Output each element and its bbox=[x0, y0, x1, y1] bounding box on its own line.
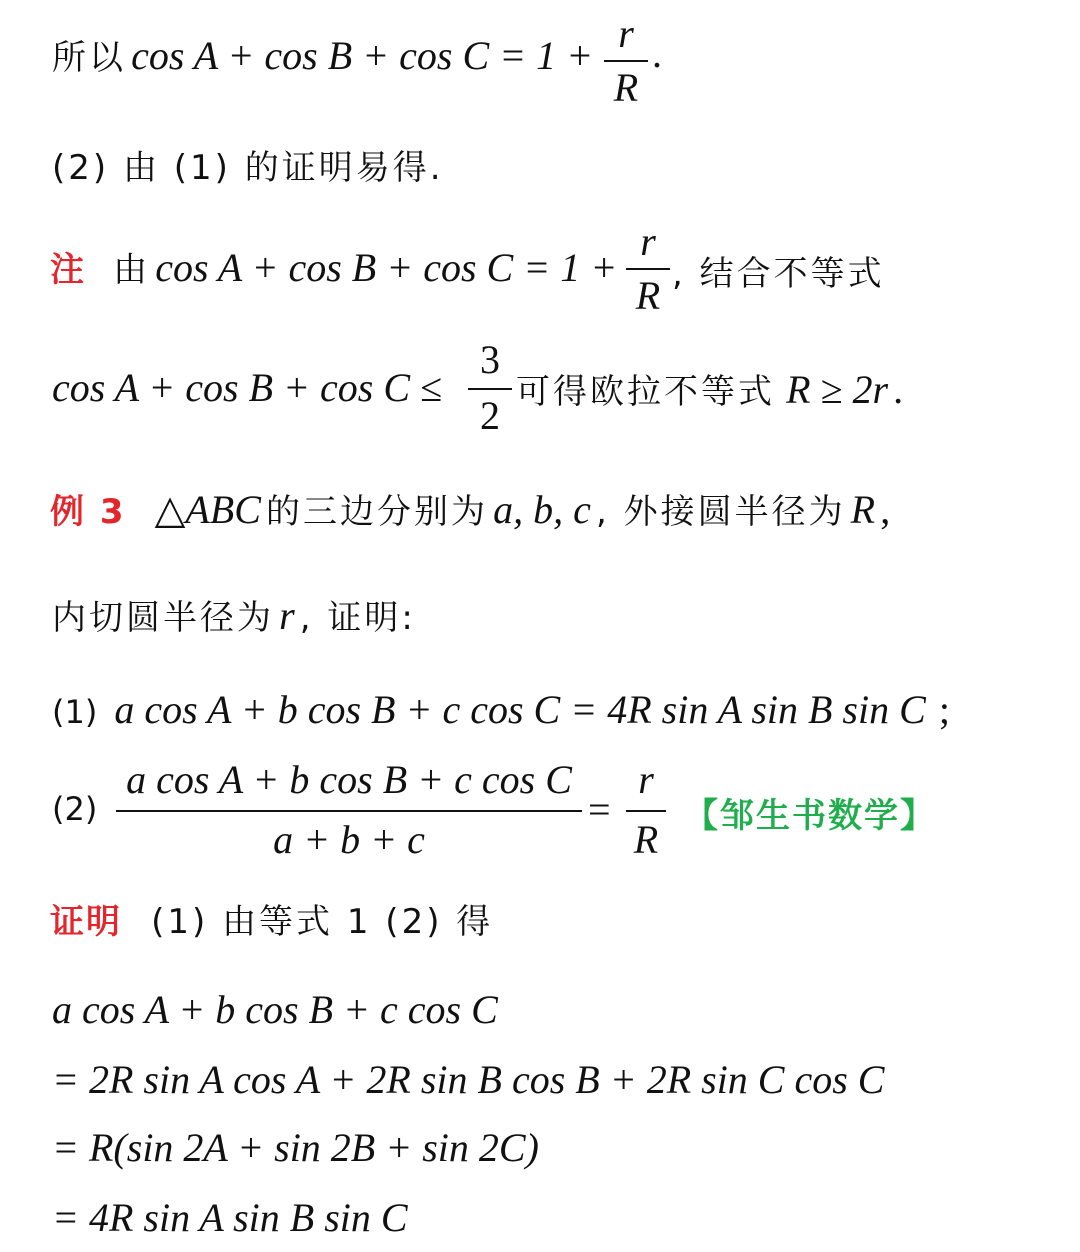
fraction-r-over-R bbox=[604, 10, 648, 110]
fraction-numerator: r bbox=[638, 757, 654, 802]
inradius: r bbox=[279, 593, 295, 638]
period: . bbox=[893, 367, 904, 412]
example-label: 例 3 bbox=[50, 492, 126, 532]
r-over-R-fraction bbox=[626, 756, 666, 866]
proof-header bbox=[50, 894, 493, 943]
example-3-line bbox=[50, 484, 890, 533]
note-fraction bbox=[626, 218, 670, 318]
proof-step-1: a cos A + b cos B + c cos C bbox=[52, 987, 498, 1032]
example-3-line-2 bbox=[52, 590, 416, 639]
math-expression: cos A + cos B + cos C = 1 + bbox=[131, 33, 594, 78]
watermark-label: 【邹生书数学】 bbox=[684, 796, 936, 836]
claim-2-fraction bbox=[116, 756, 582, 866]
part-2-statement: (2) 由 (1) 的证明易得. bbox=[52, 148, 444, 188]
proof-text: (1) 由等式 1 (2) 得 bbox=[151, 902, 494, 942]
fraction-numerator: a cos A + b cos B + c cos C bbox=[126, 757, 572, 802]
fraction-bar bbox=[626, 810, 666, 812]
fraction-3-over-2 bbox=[468, 336, 512, 440]
claim-2-label: (2) bbox=[52, 790, 98, 828]
sides: a, b, c bbox=[493, 487, 591, 532]
semicolon: ; bbox=[938, 687, 951, 732]
fraction-numerator: 3 bbox=[480, 337, 500, 382]
note-tail: , 结合不等式 bbox=[672, 254, 885, 294]
prove-text: , 证明: bbox=[299, 598, 416, 638]
fraction-bar bbox=[604, 60, 648, 62]
inradius-text: 内切圆半径为 bbox=[52, 598, 274, 638]
fraction-denominator: R bbox=[635, 273, 661, 318]
proof-conclusion-line bbox=[52, 30, 593, 79]
triangle-abc: △ABC bbox=[154, 487, 261, 532]
fraction-denominator: 2 bbox=[480, 393, 500, 438]
fraction-denominator: R bbox=[633, 817, 659, 862]
text-prefix: 所以 bbox=[52, 38, 126, 78]
claim-1 bbox=[52, 686, 950, 733]
circumradius: R bbox=[850, 487, 876, 532]
note-expression: cos A + cos B + cos C = 1 + bbox=[155, 245, 618, 290]
equals: = bbox=[588, 787, 611, 832]
fraction-numerator: r bbox=[618, 11, 634, 56]
fraction-numerator: r bbox=[640, 219, 656, 264]
proof-step-4: = 4R sin A sin B sin C bbox=[52, 1195, 408, 1240]
euler-inequality: R ≥ 2r bbox=[786, 367, 889, 412]
proof-step-2: = 2R sin A cos A + 2R sin B cos B + 2R sin C cos C bbox=[52, 1057, 885, 1102]
inequality-expression: cos A + cos B + cos C ≤ bbox=[52, 365, 442, 410]
euler-text: 可得欧拉不等式 bbox=[516, 372, 775, 412]
fraction-bar bbox=[116, 810, 582, 812]
euler-inequality-line bbox=[516, 364, 903, 413]
note-lead: 由 bbox=[113, 250, 151, 290]
comma: , bbox=[880, 487, 891, 532]
proof-step-3: = R(sin 2A + sin 2B + sin 2C) bbox=[52, 1125, 539, 1170]
fraction-bar bbox=[626, 268, 670, 270]
claim-1-expression: a cos A + b cos B + c cos C = 4R sin A sin B sin C bbox=[114, 687, 926, 732]
note-label: 注 bbox=[50, 250, 86, 290]
fraction-bar bbox=[468, 388, 512, 390]
fraction-denominator: R bbox=[613, 65, 639, 110]
note-line bbox=[50, 242, 617, 291]
proof-label: 证明 bbox=[50, 902, 122, 942]
example-text-2: , 外接圆半径为 bbox=[595, 492, 846, 532]
example-text-1: 的三边分别为 bbox=[266, 492, 488, 532]
period: . bbox=[652, 31, 662, 76]
fraction-denominator: a + b + c bbox=[273, 817, 425, 862]
claim-1-label: (1) bbox=[52, 693, 98, 731]
